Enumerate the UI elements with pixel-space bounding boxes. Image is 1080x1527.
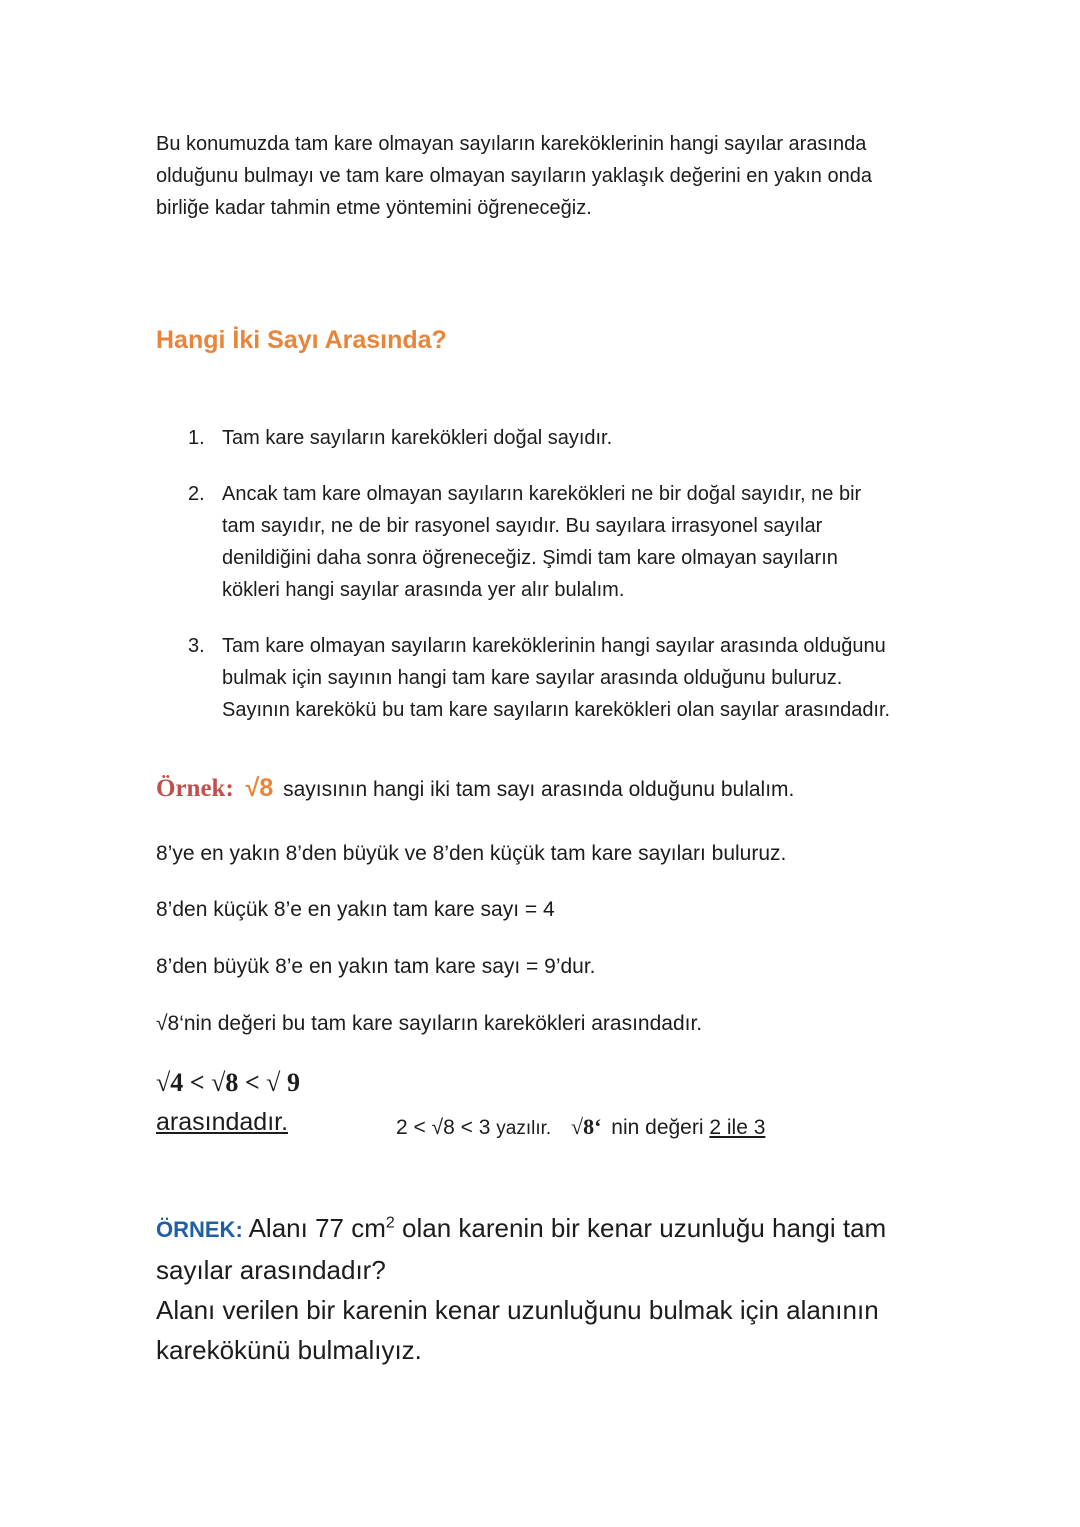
result-value-text: nin değeri xyxy=(611,1116,704,1139)
example-2-label: ÖRNEK: xyxy=(156,1217,243,1242)
example-step: 8’ye en yakın 8’den büyük ve 8’den küçük tam kare sayıları buluruz. xyxy=(156,842,787,865)
result-inequality: 2 < √8 < 3 xyxy=(396,1116,491,1139)
result-root: √8‘ xyxy=(571,1114,602,1139)
example-2-text: olan karenin bir kenar uzunluğu hangi tam xyxy=(394,1213,887,1243)
example-2-line: karekökünü bulmalıyız. xyxy=(156,1335,422,1365)
superscript: 2 xyxy=(385,1214,395,1232)
list-line: kökleri hangi sayılar arasında yer alır bulalım. xyxy=(222,579,625,601)
example-step: 8’den büyük 8’e en yakın tam kare sayı = 9’dur. xyxy=(156,955,596,978)
section-heading: Hangi İki Sayı Arasında? xyxy=(156,326,447,354)
example-question-text: sayısının hangi iki tam sayı arasında olduğunu bulalım. xyxy=(283,778,795,801)
example-1-question xyxy=(156,774,794,803)
example-2-text: Alanı 77 cm xyxy=(248,1213,386,1243)
list-line: Sayının karekökü bu tam kare sayıların karekökleri olan sayılar arasındadır. xyxy=(222,699,891,721)
list-number: 3. xyxy=(188,635,205,657)
root-eight: √8 xyxy=(245,774,274,802)
example-step: 8’den küçük 8’e en yakın tam kare sayı = 4 xyxy=(156,898,555,921)
result-line xyxy=(396,1114,765,1140)
list-line: bulmak için sayının hangi tam kare sayılar arasında olduğunu buluruz. xyxy=(222,667,843,689)
list-line: Tam kare olmayan sayıların kareköklerinin hangi sayılar arasında olduğunu xyxy=(222,635,886,657)
list-number: 2. xyxy=(188,483,205,505)
list-line: denildiğini daha sonra öğreneceğiz. Şimdi tam kare olmayan sayıların xyxy=(222,547,838,569)
list-number: 1. xyxy=(188,427,205,449)
result-written: yazılır. xyxy=(496,1118,552,1139)
example-2 xyxy=(156,1208,976,1370)
intro-line: birliğe kadar tahmin etme yöntemini öğreneceğiz. xyxy=(156,197,592,219)
example-2-line: sayılar arasındadır? xyxy=(156,1255,386,1285)
example-2-line xyxy=(156,1208,976,1250)
example-step: √8‘nin değeri bu tam kare sayıların karekökleri arasındadır. xyxy=(156,1012,703,1035)
inequality: √4 < √8 < √ 9 xyxy=(156,1068,300,1097)
list-line: tam sayıdır, ne de bir rasyonel sayıdır. Bu sayılara irrasyonel sayılar xyxy=(222,515,823,537)
example-label: Örnek: xyxy=(156,775,234,802)
intro-line: olduğunu bulmayı ve tam kare olmayan sayıların yaklaşık değerini en yakın onda xyxy=(156,165,872,187)
between-text: arasındadır. xyxy=(156,1108,289,1136)
intro-paragraph xyxy=(156,128,956,224)
list-line: Ancak tam kare olmayan sayıların karekökleri ne bir doğal sayıdır, ne bir xyxy=(222,483,862,505)
example-2-line: Alanı verilen bir karenin kenar uzunluğunu bulmak için alanının xyxy=(156,1295,879,1325)
result-range: 2 ile 3 xyxy=(709,1116,766,1139)
list-line: Tam kare sayıların karekökleri doğal sayıdır. xyxy=(222,427,613,449)
intro-line: Bu konumuzda tam kare olmayan sayıların kareköklerinin hangi sayılar arasında xyxy=(156,133,867,155)
